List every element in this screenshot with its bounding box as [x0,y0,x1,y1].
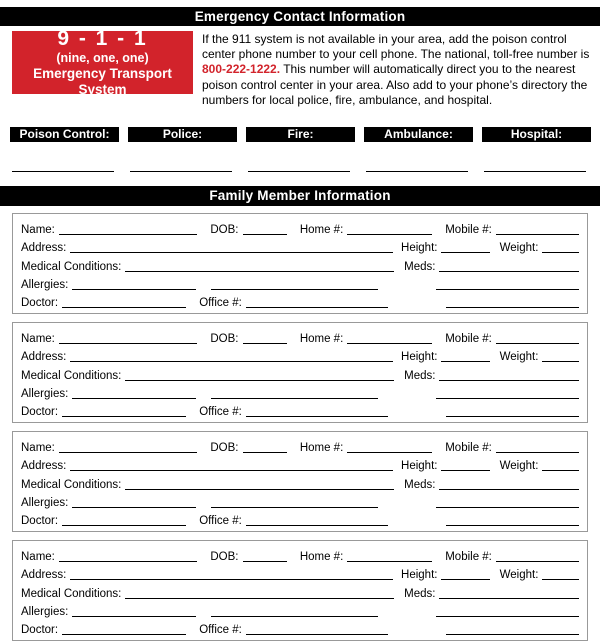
address-label: Address: [21,460,67,473]
weight-label: Weight: [499,242,539,255]
address-field[interactable] [70,579,393,580]
family-member-card [12,431,588,532]
home-phone-field[interactable] [347,343,432,344]
allergies-label: Allergies: [21,387,69,400]
instructions-paragraph [202,31,590,108]
dob-label: DOB: [210,224,239,237]
member-row-doctor [21,401,579,419]
meds-field-3[interactable] [446,307,579,308]
allergies-label: Allergies: [21,605,69,618]
contact-col-poison-control [10,127,119,172]
intro-section [12,27,590,108]
name-label: Name: [21,442,55,455]
home-phone-label: Home #: [299,442,344,455]
home-phone-field[interactable] [347,561,432,562]
name-label: Name: [21,333,55,346]
home-phone-label: Home #: [299,224,344,237]
emergency-number: 9 - 1 - 1 [57,27,148,50]
mobile-phone-field[interactable] [496,561,579,562]
name-field[interactable] [59,234,198,235]
member-row-allergies [21,383,579,401]
weight-label: Weight: [499,460,539,473]
office-phone-field[interactable] [246,416,388,417]
address-label: Address: [21,242,67,255]
allergies-field-2[interactable] [211,289,378,290]
height-label: Height: [401,351,438,364]
office-phone-field[interactable] [246,307,388,308]
allergies-label: Allergies: [21,496,69,509]
medical-conditions-field[interactable] [125,489,394,490]
weight-field[interactable] [542,470,579,471]
emergency-number-phonetic: (nine, one, one) [56,51,149,65]
height-field[interactable] [441,252,489,253]
weight-label: Weight: [499,351,539,364]
family-member-card [12,540,588,641]
hospital-field[interactable] [484,171,586,172]
dob-field[interactable] [243,561,287,562]
medical-conditions-label: Medical Conditions: [21,478,122,491]
police-field[interactable] [130,171,232,172]
address-label: Address: [21,569,67,582]
member-row-address [21,237,579,255]
meds-field-3[interactable] [446,634,579,635]
weight-field[interactable] [542,579,579,580]
contact-col-fire [246,127,355,172]
member-row-medical [21,473,579,491]
meds-field-3[interactable] [446,525,579,526]
mobile-phone-label: Mobile #: [445,224,492,237]
member-row-medical [21,364,579,382]
allergies-field-2[interactable] [211,616,378,617]
doctor-label: Doctor: [21,623,59,636]
poison-control-phone-number: 800-222-1222. [202,62,281,77]
doctor-label: Doctor: [21,514,59,527]
address-label: Address: [21,351,67,364]
ambulance-field[interactable] [366,171,468,172]
height-label: Height: [401,242,438,255]
doctor-field[interactable] [62,416,186,417]
member-row-address [21,455,579,473]
mobile-phone-label: Mobile #: [445,551,492,564]
dob-field[interactable] [243,234,287,235]
dob-label: DOB: [210,442,239,455]
allergies-field[interactable] [72,616,196,617]
contact-col-hospital [482,127,591,172]
meds-field-2[interactable] [436,289,579,290]
emergency-911-box [12,27,193,97]
member-row-doctor [21,619,579,637]
ambulance-label: Ambulance: [364,127,473,142]
allergies-label: Allergies: [21,278,69,291]
meds-label: Meds: [404,260,436,273]
height-field[interactable] [441,470,489,471]
meds-label: Meds: [404,369,436,382]
home-phone-label: Home #: [299,333,344,346]
member-row-allergies [21,274,579,292]
member-row-allergies [21,601,579,619]
home-phone-field[interactable] [347,234,432,235]
address-field[interactable] [70,361,393,362]
meds-field-2[interactable] [436,616,579,617]
name-label: Name: [21,551,55,564]
medical-conditions-field[interactable] [125,598,394,599]
doctor-field[interactable] [62,634,186,635]
name-label: Name: [21,224,55,237]
meds-label: Meds: [404,478,436,491]
fire-label: Fire: [246,127,355,142]
meds-field[interactable] [439,271,579,272]
weight-field[interactable] [542,252,579,253]
name-field[interactable] [59,452,198,453]
meds-field-2[interactable] [436,507,579,508]
fire-field[interactable] [248,171,350,172]
meds-field-3[interactable] [446,416,579,417]
allergies-field[interactable] [72,289,196,290]
dob-label: DOB: [210,551,239,564]
emergency-system-label: Emergency Transport System [33,66,172,97]
doctor-field[interactable] [62,525,186,526]
member-row-doctor [21,510,579,528]
member-row-name [21,219,579,237]
family-member-card [12,213,588,314]
address-field[interactable] [70,470,393,471]
doctor-label: Doctor: [21,296,59,309]
dob-label: DOB: [210,333,239,346]
poison-control-label: Poison Control: [10,127,119,142]
mobile-phone-field[interactable] [496,343,579,344]
meds-field[interactable] [439,489,579,490]
family-member-card [12,322,588,423]
medical-conditions-label: Medical Conditions: [21,369,122,382]
member-row-name [21,546,579,564]
meds-label: Meds: [404,587,436,600]
medical-conditions-label: Medical Conditions: [21,260,122,273]
member-row-allergies [21,492,579,510]
contact-col-ambulance [364,127,473,172]
contact-col-police [128,127,237,172]
mobile-phone-field[interactable] [496,452,579,453]
allergies-field[interactable] [72,507,196,508]
weight-field[interactable] [542,361,579,362]
dob-field[interactable] [243,452,287,453]
office-phone-label: Office #: [199,514,242,527]
member-row-doctor [21,292,579,310]
member-row-medical [21,255,579,273]
height-field[interactable] [441,361,489,362]
mobile-phone-label: Mobile #: [445,442,492,455]
meds-field[interactable] [439,598,579,599]
name-field[interactable] [59,561,198,562]
height-label: Height: [401,569,438,582]
member-row-address [21,346,579,364]
allergies-field[interactable] [72,398,196,399]
mobile-phone-field[interactable] [496,234,579,235]
family-section-title: Family Member Information [0,186,600,206]
medical-conditions-label: Medical Conditions: [21,587,122,600]
family-members [12,213,588,641]
meds-field[interactable] [439,380,579,381]
allergies-field-2[interactable] [211,507,378,508]
police-label: Police: [128,127,237,142]
doctor-field[interactable] [62,307,186,308]
office-phone-field[interactable] [246,525,388,526]
name-field[interactable] [59,343,198,344]
hospital-label: Hospital: [482,127,591,142]
weight-label: Weight: [499,569,539,582]
doctor-label: Doctor: [21,405,59,418]
mobile-phone-label: Mobile #: [445,333,492,346]
office-phone-label: Office #: [199,296,242,309]
emergency-contacts-row [10,127,591,172]
height-field[interactable] [441,579,489,580]
page-title: Emergency Contact Information [0,7,600,26]
member-row-medical [21,582,579,600]
office-phone-label: Office #: [199,623,242,636]
medical-conditions-field[interactable] [125,271,394,272]
meds-field-2[interactable] [436,398,579,399]
instructions-after-phone: This number will automatically direct you to the nearest poison control center in your area. Also add to your phone’s directory the numbers for local police, fire, ambulance, and hospital. [202,62,588,107]
height-label: Height: [401,460,438,473]
home-phone-label: Home #: [299,551,344,564]
home-phone-field[interactable] [347,452,432,453]
member-row-address [21,564,579,582]
dob-field[interactable] [243,343,287,344]
medical-conditions-field[interactable] [125,380,394,381]
allergies-field-2[interactable] [211,398,378,399]
address-field[interactable] [70,252,393,253]
office-phone-label: Office #: [199,405,242,418]
member-row-name [21,328,579,346]
office-phone-field[interactable] [246,634,388,635]
poison-control-field[interactable] [12,171,114,172]
emergency-contact-form [0,7,600,636]
member-row-name [21,437,579,455]
instructions-before-phone: If the 911 system is not available in your area, add the poison control center phone number to your cell phone. The national, toll-free number is [202,32,590,62]
